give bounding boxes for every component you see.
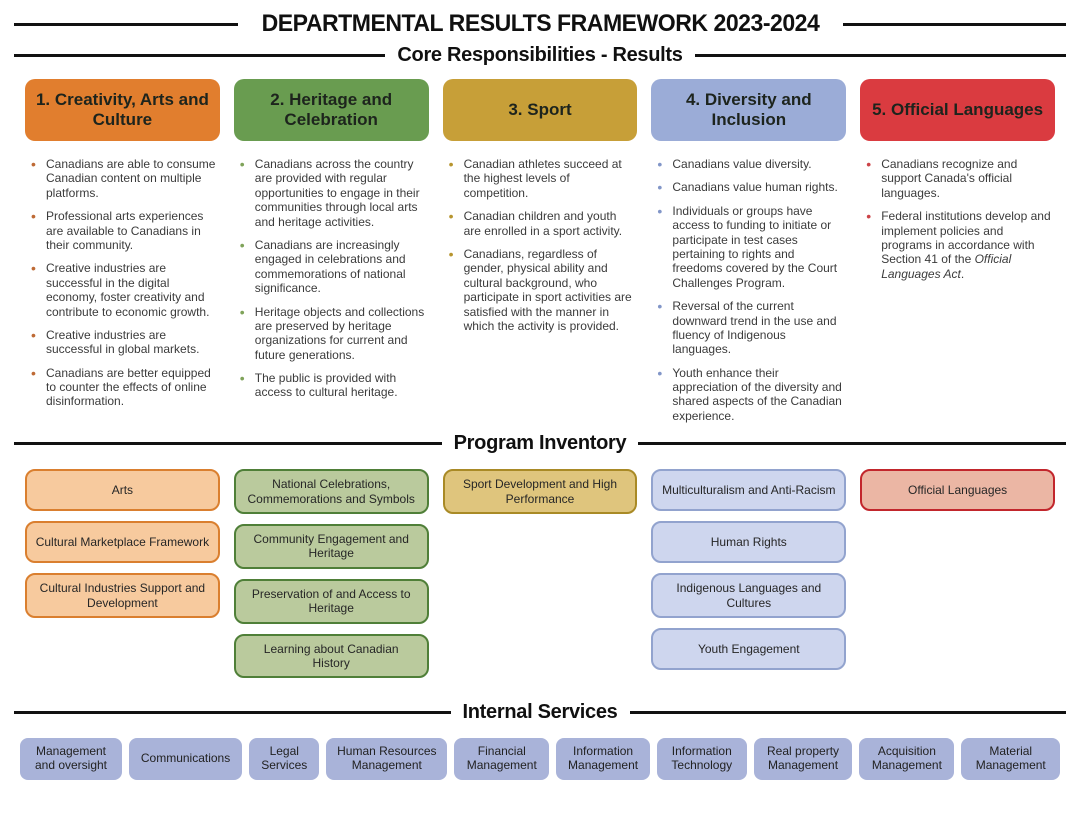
core-column-heritage-celebration (234, 79, 429, 432)
internal-service-information-management: Information Management (556, 738, 649, 780)
result-item: • Canadians are better equipped to counter the effects of online disinformation. (31, 366, 218, 409)
internal-service-financial-management: Financial Management (454, 738, 549, 780)
program-column-sport (443, 469, 638, 701)
internal-service-acquisition-management: Acquisition Management (859, 738, 954, 780)
result-item: • Canadians recognize and support Canada's official languages. (866, 157, 1053, 200)
internal-services-row (0, 738, 1080, 780)
core-results-grid (0, 79, 1080, 432)
program-box-national-celebrations: National Celebrations, Commemorations and Symbols (234, 469, 429, 514)
divider-line (695, 54, 1066, 57)
divider-line (14, 54, 385, 57)
core-column-diversity-inclusion (651, 79, 846, 432)
program-box-cultural-marketplace-framework: Cultural Marketplace Framework (25, 521, 220, 563)
results-list (860, 157, 1055, 281)
results-list (25, 157, 220, 409)
divider-line (843, 23, 1067, 26)
internal-service-communications: Communications (129, 738, 242, 780)
program-box-official-languages: Official Languages (860, 469, 1055, 511)
section-title-internal-services: Internal Services (462, 701, 618, 724)
program-box-community-engagement-heritage: Community Engagement and Heritage (234, 524, 429, 569)
program-box-multiculturalism-anti-racism: Multiculturalism and Anti-Racism (651, 469, 846, 511)
column-header-official-languages: 5. Official Languages (860, 79, 1055, 141)
program-inventory-title-row (0, 432, 1080, 455)
program-box-sport-development-high-performance: Sport Development and High Performance (443, 469, 638, 514)
internal-service-information-technology: Information Technology (657, 738, 747, 780)
main-title-row (0, 10, 1080, 38)
result-item: • Canadians value human rights. (657, 180, 844, 194)
program-box-cultural-industries-support: Cultural Industries Support and Development (25, 573, 220, 618)
core-column-creativity-arts-culture (25, 79, 220, 432)
result-text: . (960, 266, 965, 281)
result-item: • Canadians are increasingly engaged in celebrations and commemorations of national significance. (240, 238, 427, 296)
internal-service-material-management: Material Management (961, 738, 1060, 780)
result-item: • The public is provided with access to cultural heritage. (240, 371, 427, 400)
divider-line (14, 23, 238, 26)
program-box-learning-canadian-history: Learning about Canadian History (234, 634, 429, 679)
program-inventory-grid (0, 469, 1080, 701)
program-box-youth-engagement: Youth Engagement (651, 628, 846, 670)
result-item: • Creative industries are successful in global markets. (31, 328, 218, 357)
result-item: • Canadians are able to consume Canadian content on multiple platforms. (31, 157, 218, 200)
results-list (443, 157, 638, 333)
section-title-core-responsibilities: Core Responsibilities - Results (397, 44, 683, 66)
divider-line (14, 711, 451, 714)
column-header-creativity-arts-culture: 1. Creativity, Arts and Culture (25, 79, 220, 141)
result-item: • Canadians value diversity. (657, 157, 844, 171)
internal-service-real-property: Real property Management (754, 738, 853, 780)
divider-line (638, 442, 1066, 445)
column-header-sport: 3. Sport (443, 79, 638, 141)
divider-line (630, 711, 1067, 714)
internal-services-title-row (0, 701, 1080, 724)
result-item: • Canadian children and youth are enrolled in a sport activity. (449, 209, 636, 238)
result-text-italic: Official Languages Act (881, 252, 1012, 281)
core-column-sport (443, 79, 638, 432)
result-item: • Canadian athletes succeed at the highest levels of competition. (449, 157, 636, 200)
result-item: • Individuals or groups have access to funding to initiate or participate in test cases pertaining to rights and freedoms covered by the Court Challenges Program. (657, 204, 844, 290)
result-item: • Professional arts experiences are available to Canadians in their community. (31, 209, 218, 252)
result-item: • Youth enhance their appreciation of the diversity and shared aspects of the Canadian experience. (657, 366, 844, 424)
result-item: • Creative industries are successful in the digital economy, foster creativity and contribute to economic growth. (31, 261, 218, 319)
column-header-heritage-celebration: 2. Heritage and Celebration (234, 79, 429, 141)
section-title-program-inventory: Program Inventory (453, 432, 627, 455)
program-box-human-rights: Human Rights (651, 521, 846, 563)
program-column-heritage-celebration (234, 469, 429, 701)
internal-service-legal-services: Legal Services (249, 738, 319, 780)
divider-line (14, 442, 442, 445)
column-header-diversity-inclusion: 4. Diversity and Inclusion (651, 79, 846, 141)
result-item: • Canadians across the country are provided with regular opportunities to engage in their communities through local arts and heritage activities. (240, 157, 427, 229)
result-item: • Canadians, regardless of gender, physical ability and cultural background, who participate in sport activities are satisfied with the manner in which the activity is provided. (449, 247, 636, 333)
internal-service-human-resources: Human Resources Management (326, 738, 447, 780)
core-responsibilities-title-row (0, 44, 1080, 67)
program-column-diversity-inclusion (651, 469, 846, 701)
results-list (234, 157, 429, 400)
page-title: DEPARTMENTAL RESULTS FRAMEWORK 2023-2024 (261, 10, 819, 37)
result-item: • Heritage objects and collections are preserved by heritage organizations for current and future generations. (240, 305, 427, 363)
program-box-indigenous-languages-cultures: Indigenous Languages and Cultures (651, 573, 846, 618)
program-column-creativity-arts-culture (25, 469, 220, 701)
result-item: • Reversal of the current downward trend in the use and fluency of Indigenous languages. (657, 299, 844, 357)
result-item (866, 209, 1053, 281)
program-column-official-languages (860, 469, 1055, 701)
internal-service-management-oversight: Management and oversight (20, 738, 122, 780)
core-column-official-languages (860, 79, 1055, 432)
results-list (651, 157, 846, 423)
result-text: Federal institutions develop and implement policies and programs in accordance with Section 41 of the (881, 209, 1051, 267)
program-box-arts: Arts (25, 469, 220, 511)
program-box-preservation-access-heritage: Preservation of and Access to Heritage (234, 579, 429, 624)
